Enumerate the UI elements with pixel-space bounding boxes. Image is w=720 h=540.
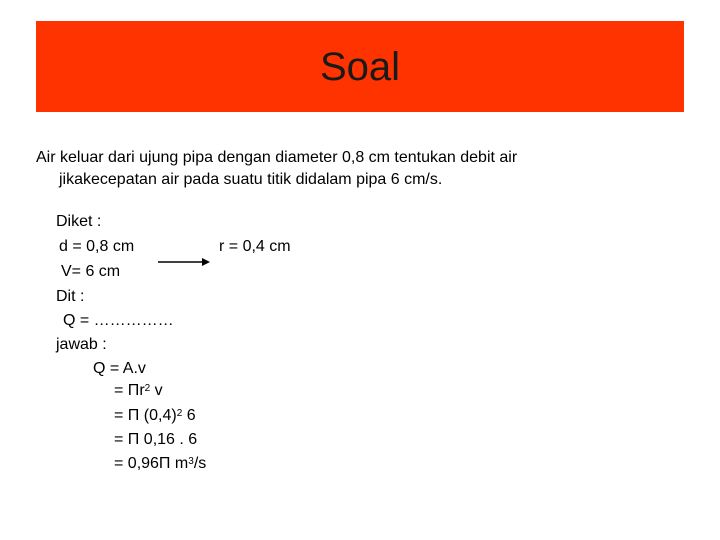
jawab-label: jawab : — [56, 336, 107, 353]
problem-line-1: Air keluar dari ujung pipa dengan diameter 0,8 cm tentukan debit air — [36, 149, 518, 166]
step-1: Q = A.v — [93, 360, 146, 377]
q-blank: Q = …………… — [63, 312, 174, 329]
slide-title: Soal — [319, 45, 401, 89]
arrow-right-icon — [158, 255, 210, 269]
step-3: = Π $(0,4)^2$ 6 — [114, 407, 196, 424]
d-value: d = 0,8 cm — [59, 238, 135, 255]
diket-label: Diket : — [56, 213, 102, 230]
v-value: V= 6 cm — [61, 263, 121, 280]
step-5: = 0,96Π $m^3/s$ — [114, 455, 207, 472]
title-banner — [36, 21, 684, 112]
step-4: = Π 0,16 . 6 — [114, 431, 198, 448]
r-value: r = 0,4 cm — [219, 238, 291, 255]
dit-label: Dit : — [56, 288, 85, 305]
problem-line-2: jikakecepatan air pada suatu titik didalam pipa 6 cm/s. — [59, 171, 443, 188]
step-2: = $\Pi r^2$ v — [114, 382, 163, 399]
